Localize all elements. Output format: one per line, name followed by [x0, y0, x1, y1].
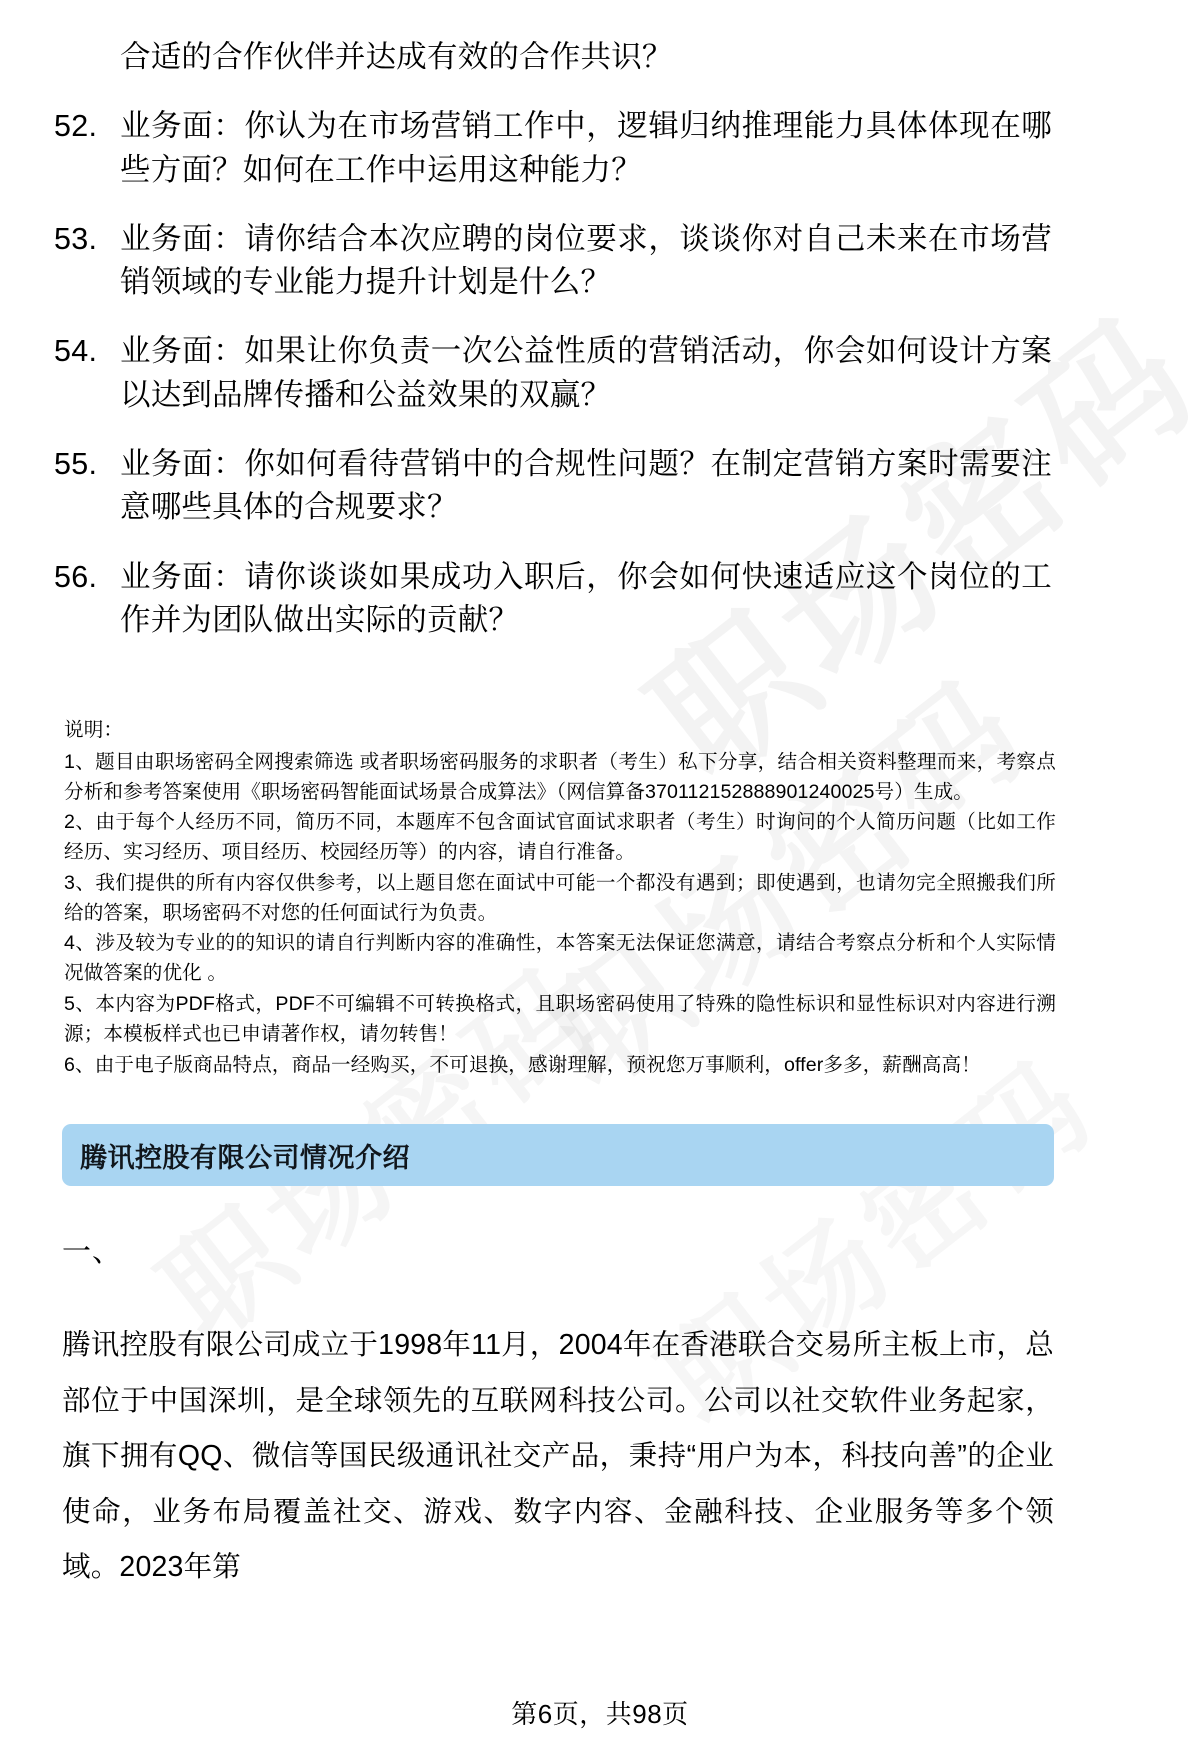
question-item — [52, 330, 1052, 417]
question-item — [52, 218, 1052, 305]
question-text: 业务面：请你谈谈如果成功入职后，你会如何快速适应这个岗位的工作并为团队做出实际的贡献？ — [120, 559, 1052, 637]
note-item: 1、题目由职场密码全网搜索筛选 或者职场密码服务的求职者（考生）私下分享，结合相关资料整理而来，考察点分析和参考答案使用《职场密码智能面试场景合成算法》（网信算备370112152888901240025号）生成。 — [64, 750, 1056, 803]
notes-block — [64, 716, 1056, 1081]
question-number: 55. — [54, 447, 98, 482]
question-item — [52, 105, 1052, 192]
question-number: 53. — [54, 221, 98, 256]
question-number: 52. — [54, 109, 98, 144]
note-item: 2、由于每个人经历不同，简历不同，本题库不包含面试官面试求职者（考生）时询问的个人简历问题（比如工作经历、实习经历、项目经历、校园经历等）的内容，请自行准备。 — [64, 811, 1056, 864]
section-marker: 一、 — [62, 1236, 123, 1268]
notes-heading: 说明： — [64, 719, 124, 741]
note-item: 6、由于电子版商品特点，商品一经购买，不可退换，感谢理解，预祝您万事顺利，offer多多，薪酬高高！ — [64, 1053, 981, 1076]
section-paragraph: 腾讯控股有限公司成立于1998年11月，2004年在香港联合交易所主板上市，总部位于中国深圳，是全球领先的互联网科技公司。公司以社交软件业务起家，旗下拥有QQ、微信等国民级通讯社交产品，秉持“用户为本，科技向善”的企业使命，业务布局覆盖社交、游戏、数字内容、金融科技、企业服务等多个领域。2023年第 — [62, 1329, 1054, 1584]
question-text: 业务面：如果让你负责一次公益性质的营销活动，你会如何设计方案以达到品牌传播和公益效果的双赢？ — [120, 334, 1052, 412]
note-item: 5、本内容为PDF格式，PDF不可编辑不可转换格式，且职场密码使用了特殊的隐性标识和显性标识对内容进行溯源；本模板样式也已申请著作权，请勿转售！ — [64, 993, 1056, 1045]
question-number: 56. — [54, 559, 98, 594]
section-banner-title: 腾讯控股有限公司情况介绍 — [80, 1142, 410, 1173]
question-item — [52, 556, 1052, 643]
question-continuation-text: 合适的合作伙伴并达成有效的合作共识？ — [120, 40, 673, 74]
note-item: 4、涉及较为专业的的知识的请自行判断内容的准确性，本答案无法保证您满意，请结合考察点分析和个人实际情况做答案的优化 。 — [64, 932, 1056, 985]
question-text: 业务面：你如何看待营销中的合规性问题？在制定营销方案时需要注意哪些具体的合规要求？ — [120, 447, 1052, 525]
question-text: 业务面：请你结合本次应聘的岗位要求，谈谈你对自己未来在市场营销领域的专业能力提升计划是什么？ — [120, 221, 1052, 300]
section-banner — [62, 1124, 1054, 1186]
question-item — [52, 443, 1052, 530]
question-number: 54. — [54, 334, 98, 369]
page-footer: 第6页，共98页 — [511, 1699, 689, 1729]
note-item: 3、我们提供的所有内容仅供参考，以上题目您在面试中可能一个都没有遇到；即使遇到，也请勿完全照搬我们所给的答案，职场密码不对您的任何面试行为负责。 — [64, 871, 1056, 924]
question-list — [52, 36, 1052, 668]
question-text: 业务面：你认为在市场营销工作中，逻辑归纳推理能力具体体现在哪些方面？如何在工作中运用这种能力？ — [120, 109, 1052, 187]
